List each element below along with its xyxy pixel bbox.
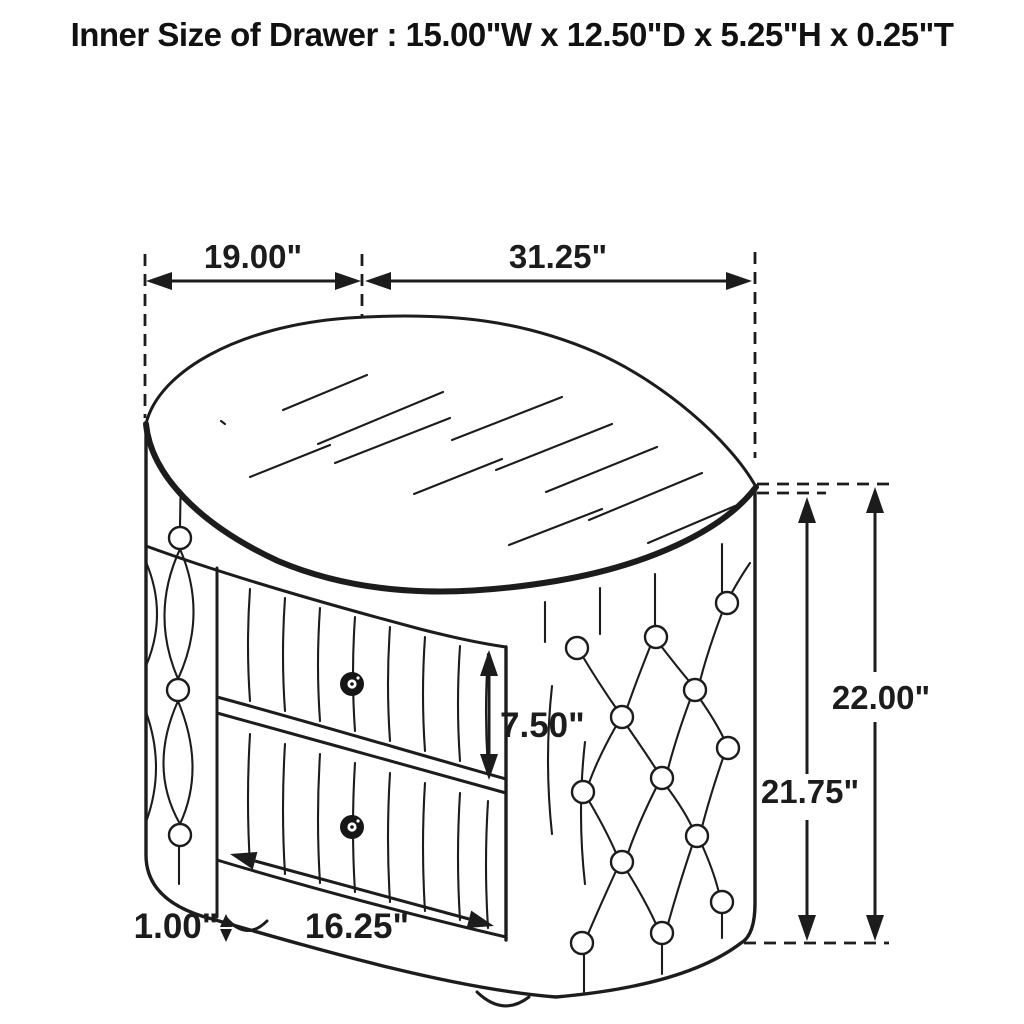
tufting-button — [572, 781, 594, 803]
arrowhead-left-icon — [365, 272, 391, 290]
tufting-right — [545, 544, 750, 992]
dim-overall-height — [744, 484, 930, 943]
tufting-button — [566, 637, 588, 659]
arrowhead-right-icon — [335, 272, 361, 290]
arrowhead-down-icon — [866, 915, 884, 941]
dim-drawer-height — [480, 650, 585, 780]
tufting-button — [169, 824, 191, 846]
dim-label-drawer-height: 7.50" — [500, 706, 585, 745]
arrowhead-up-icon — [866, 487, 884, 513]
arrowhead-right-icon — [726, 272, 752, 290]
drawer-bottom — [217, 713, 506, 937]
dim-label-overall-height: 22.00" — [831, 679, 931, 716]
dim-label-base-height: 21.75" — [760, 773, 860, 810]
dim-label-top-depth: 31.25" — [508, 238, 608, 275]
tufting-button — [651, 922, 673, 944]
dim-base-height — [757, 493, 859, 941]
drawer-top-bottom-edge — [217, 697, 506, 779]
tufting-button — [169, 527, 191, 549]
tufting-button — [651, 767, 673, 789]
tufting-button — [611, 706, 633, 728]
drawer-knob-top — [340, 672, 364, 696]
tufting-button — [645, 626, 667, 648]
tufting-left — [146, 467, 194, 884]
arrowhead-up-icon — [798, 497, 816, 523]
dim-foot-height — [134, 907, 232, 946]
tufting-button — [611, 851, 633, 873]
dim-label-foot-height: 1.00" — [133, 907, 219, 946]
drawer-top — [217, 589, 506, 779]
arrowhead-down-icon — [220, 929, 232, 942]
drawer-bottom-top-edge — [217, 713, 506, 793]
page-title: Inner Size of Drawer : 15.00"W x 12.50"D x 5.25"H x 0.25"T — [70, 16, 954, 53]
arrowhead-down-icon — [798, 915, 816, 941]
tufting-button — [684, 679, 706, 701]
tufting-button — [571, 932, 593, 954]
arrowhead-up-icon — [480, 650, 498, 676]
tufting-button — [717, 737, 739, 759]
drawer-knob-bottom — [340, 815, 364, 839]
tufting-button — [686, 825, 708, 847]
tufting-button — [167, 679, 189, 701]
dim-drawer-width — [230, 852, 494, 946]
arrowhead-right-icon — [467, 911, 494, 928]
arrowhead-left-icon — [146, 272, 172, 290]
dim-label-drawer-width: 16.25" — [304, 907, 410, 946]
tufting-button — [711, 891, 733, 913]
dim-label-top-width: 19.00" — [203, 238, 303, 275]
tufting-button — [716, 592, 738, 614]
nightstand-top — [146, 316, 756, 592]
